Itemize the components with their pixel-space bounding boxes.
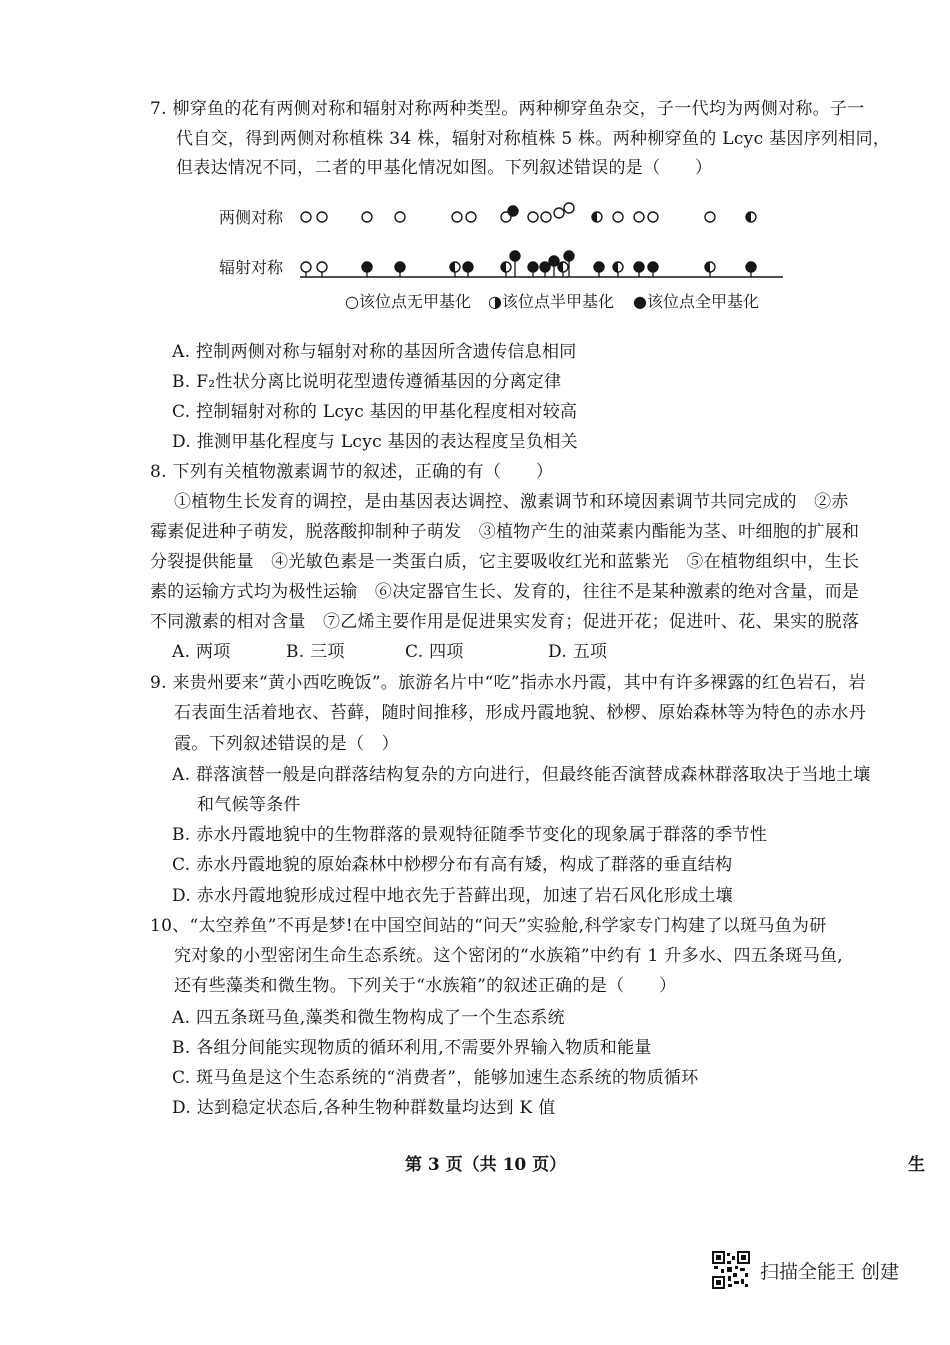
methylation-site-half — [450, 262, 460, 277]
scanner-watermark — [712, 1251, 899, 1289]
q8-option-a: A. 两项 — [172, 642, 231, 662]
methylation-site-full — [648, 262, 658, 277]
scanner-stamp-text: 扫描全能王 创建 — [760, 1260, 900, 1283]
methylation-site-none — [317, 212, 327, 222]
subject-corner-mark: 生 — [908, 1155, 925, 1175]
methylation-diagram — [205, 195, 785, 315]
methylation-site-none — [564, 203, 574, 213]
methylation-site-half — [592, 212, 602, 222]
methylation-site-full — [508, 206, 518, 216]
row-label-bilateral: 两侧对称 — [219, 208, 284, 227]
methylation-site-full — [395, 262, 405, 277]
q10-option-c: C. 斑马鱼是这个生态系统的“消费者”，能够加速生态系统的物质循环 — [172, 1068, 699, 1088]
q7-stem-line-3: 但表达情况不同，二者的甲基化情况如图。下列叙述错误的是（ ） — [176, 158, 713, 178]
methylation-site-none — [554, 208, 564, 218]
q9-option-a-continued: 和气候等条件 — [197, 795, 301, 815]
q9-stem-line-2: 石表面生活着地衣、苔藓，随时间推移，形成丹霞地貌、桫椤、原始森林等为特色的赤水丹 — [174, 703, 866, 723]
legend-half-methylated: ◑该位点半甲基化 — [488, 292, 614, 311]
q9-stem-line-1: 9. 来贵州要来“黄小西吃晚饭”。旅游名片中“吃”指赤水丹霞，其中有许多裸露的红色岩石，岩 — [150, 673, 866, 693]
q8-option-d: D. 五项 — [548, 642, 608, 662]
q8-option-b: B. 三项 — [286, 642, 345, 662]
q9-option-c: C. 赤水丹霞地貌的原始森林中桫椤分布有高有矮，构成了群落的垂直结构 — [172, 855, 733, 875]
methylation-site-none — [452, 212, 462, 222]
methylation-site-full — [746, 262, 756, 277]
q8-body-line-1: ①植物生长发育的调控，是由基因表达调控、激素调节和环境因素调节共同完成的 ②赤 — [174, 492, 849, 512]
qr-code-icon — [712, 1251, 750, 1289]
q7-stem-line-1: 7. 柳穿鱼的花有两侧对称和辐射对称两种类型。两种柳穿鱼杂交，子一代均为两侧对称。子一 — [150, 99, 865, 119]
methylation-site-none — [648, 212, 658, 222]
methylation-site-half — [613, 262, 623, 277]
methylation-site-none — [541, 212, 551, 222]
methylation-site-none — [362, 212, 372, 222]
row-label-radial: 辐射对称 — [219, 258, 284, 277]
q7-option-c: C. 控制辐射对称的 Lcyc 基因的甲基化程度相对较高 — [172, 402, 578, 422]
q10-stem-line-1: 10、“太空养鱼”不再是梦!在中国空间站的“问天”实验舱,科学家专门构建了以斑马鱼为研 — [150, 916, 827, 936]
methylation-site-full — [463, 262, 473, 277]
methylation-site-none — [301, 262, 311, 277]
methylation-site-none — [301, 212, 311, 222]
radial-methylation-sites — [301, 251, 756, 277]
q7-option-b: B. F₂性状分离比说明花型遗传遵循基因的分离定律 — [172, 372, 562, 392]
methylation-site-half — [705, 262, 715, 277]
methylation-site-none — [705, 212, 715, 222]
methylation-site-half — [746, 212, 756, 222]
methylation-site-none — [613, 212, 623, 222]
q9-option-a: A. 群落演替一般是向群落结构复杂的方向进行，但最终能否演替成森林群落取决于当地土壤 — [172, 765, 871, 785]
methylation-site-none — [634, 212, 644, 222]
methylation-site-full — [634, 262, 644, 277]
methylation-site-half — [501, 262, 511, 277]
q7-stem-line-2: 代自交，得到两侧对称植株 34 株，辐射对称植株 5 株。两种柳穿鱼的 Lcyc 基因序列相同， — [176, 129, 891, 149]
methylation-site-full — [540, 262, 550, 277]
q8-body-line-5: 不同激素的相对含量 ⑦乙烯主要作用是促进果实发育；促进开花；促进叶、花、果实的脱落 — [150, 612, 860, 632]
legend-unmethylated: ○该位点无甲基化 — [345, 292, 471, 311]
q10-option-a: A. 四五条斑马鱼,藻类和微生物构成了一个生态系统 — [172, 1008, 565, 1028]
q10-stem-line-2: 究对象的小型密闭生命生态系统。这个密闭的“水族箱”中约有 1 升多水、四五条斑马鱼, — [174, 946, 844, 966]
legend-fully-methylated: ●该位点全甲基化 — [633, 292, 759, 311]
q9-option-d: D. 赤水丹霞地貌形成过程中地衣先于苔藓出现，加速了岩石风化形成土壤 — [172, 886, 734, 906]
methylation-site-none — [466, 212, 476, 222]
methylation-site-full — [510, 251, 520, 277]
q8-option-c: C. 四项 — [405, 642, 464, 662]
q8-stem: 8. 下列有关植物激素调节的叙述，正确的有（ ） — [150, 462, 554, 482]
q9-stem-line-3: 霞。下列叙述错误的是（ ） — [174, 734, 399, 754]
q10-option-d: D. 达到稳定状态后,各种生物种群数量均达到 K 值 — [172, 1098, 556, 1118]
methylation-site-full — [362, 262, 372, 277]
methylation-site-half — [558, 262, 568, 277]
bilateral-methylation-sites — [301, 203, 756, 222]
methylation-site-none — [528, 212, 538, 222]
methylation-site-full — [594, 262, 604, 277]
q7-option-a: A. 控制两侧对称与辐射对称的基因所含遗传信息相同 — [172, 342, 577, 362]
q8-body-line-3: 分裂提供能量 ④光敏色素是一类蛋白质，它主要吸收红光和蓝紫光 ⑤在植物组织中，生长 — [150, 552, 860, 572]
q10-stem-line-3: 还有些藻类和微生物。下列关于“水族箱”的叙述正确的是（ ） — [174, 976, 677, 996]
page-number-footer: 第 3 页（共 10 页） — [405, 1155, 567, 1175]
methylation-site-none — [317, 262, 327, 277]
methylation-site-full — [528, 262, 538, 277]
q9-option-b: B. 赤水丹霞地貌中的生物群落的景观特征随季节变化的现象属于群落的季节性 — [172, 825, 768, 845]
q10-option-b: B. 各组分间能实现物质的循环利用,不需要外界输入物质和能量 — [172, 1038, 652, 1058]
q7-option-d: D. 推测甲基化程度与 Lcyc 基因的表达程度呈负相关 — [172, 432, 578, 452]
q8-body-line-4: 素的运输方式均为极性运输 ⑥决定器官生长、发育的，往往不是某种激素的绝对含量，而是 — [150, 582, 860, 602]
methylation-site-none — [395, 212, 405, 222]
q8-body-line-2: 霉素促进种子萌发，脱落酸抑制种子萌发 ③植物产生的油菜素内酯能为茎、叶细胞的扩展和 — [150, 522, 860, 542]
